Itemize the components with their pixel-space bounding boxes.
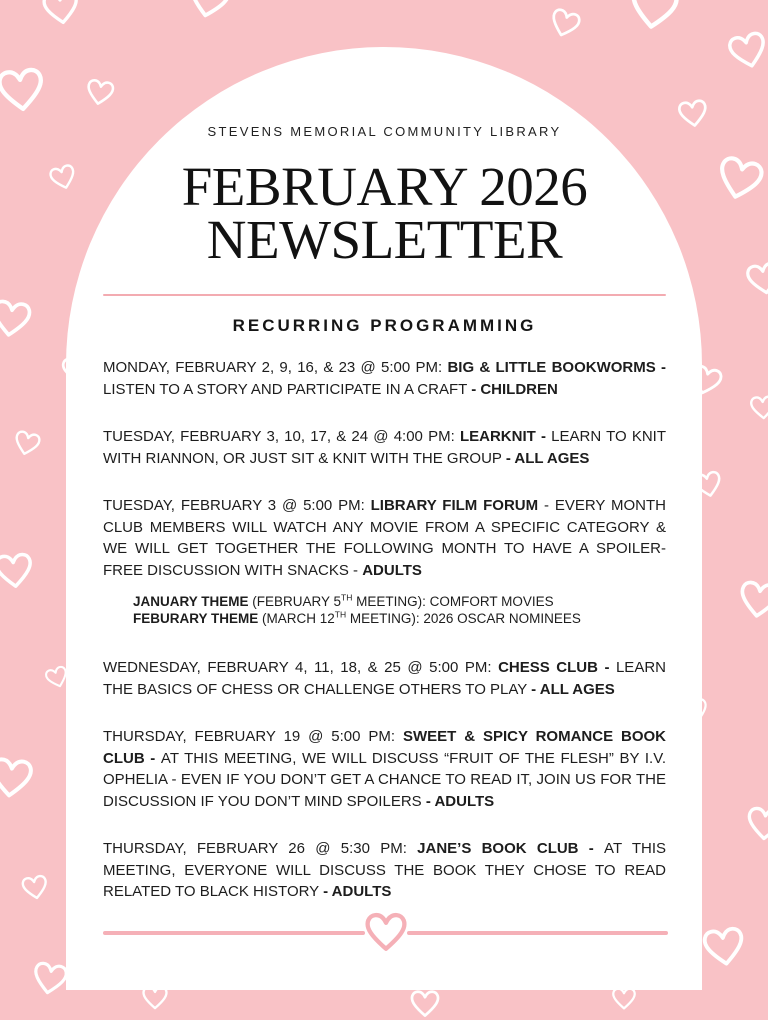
- heart-outline-icon: [622, 0, 685, 38]
- heart-outline-icon: [37, 0, 84, 31]
- event-text: MEETING): COMFORT MOVIES: [352, 594, 554, 609]
- heart-outline-icon: [18, 870, 53, 905]
- event-item: [103, 838, 666, 903]
- heart-outline-icon: [743, 801, 768, 846]
- event-text-bold: - ALL AGES: [531, 680, 615, 698]
- event-item: [103, 726, 666, 812]
- header-divider: [103, 294, 666, 296]
- heart-outline-icon: [181, 0, 238, 26]
- heart-outline-icon: [0, 750, 38, 805]
- heart-outline-icon: [408, 986, 442, 1020]
- event-text-bold: - CHILDREN: [471, 380, 558, 398]
- heart-outline-icon: [544, 2, 587, 45]
- heart-outline-icon: [721, 23, 768, 76]
- event-text: - EVERY MONTH CLUB MEMBERS WILL WATCH ANY MOVIE FROM A SPECIFIC CATEGORY & WE WILL GET TOGETHER THE FOLLOWING MONTH TO HAVE A SPOILER-FREE DISCUSSION WITH SNACKS -: [103, 497, 666, 579]
- event-text-bold: FEBURARY THEME: [133, 611, 263, 626]
- heart-outline-icon: [708, 146, 768, 209]
- library-name: STEVENS MEMORIAL COMMUNITY LIBRARY: [207, 124, 562, 139]
- event-text-bold: ADULTS: [362, 561, 422, 579]
- heart-outline-icon: [9, 425, 45, 461]
- event-text: THURSDAY, FEBRUARY 19 @ 5:00 PM:: [103, 728, 403, 745]
- event-text: TUESDAY, FEBRUARY 3 @ 5:00 PM:: [103, 497, 371, 514]
- theme-note-line: [133, 593, 666, 610]
- section-title: RECURRING PROGRAMMING: [232, 316, 537, 335]
- heart-outline-icon: [0, 59, 51, 118]
- heart-outline-icon: [747, 391, 768, 423]
- heart-outline-icon: [674, 94, 712, 132]
- event-text: THURSDAY, FEBRUARY 26 @ 5:30 PM:: [103, 840, 418, 857]
- divider-line-left: [103, 931, 365, 935]
- event-item: [103, 426, 666, 469]
- footer-heart-divider: [103, 907, 668, 959]
- event-text: LEARN TO KNIT WITH RIANNON, OR JUST SIT & KNIT WITH THE GROUP: [103, 428, 666, 467]
- event-text: (MARCH 12: [262, 611, 335, 626]
- event-text-bold: CHESS CLUB -: [498, 659, 616, 676]
- event-text-bold: JANE’S BOOK CLUB -: [417, 840, 605, 857]
- event-item: [103, 495, 666, 581]
- ordinal-superscript: TH: [334, 609, 347, 620]
- event-item: [103, 357, 666, 400]
- heart-outline-icon: [733, 573, 768, 625]
- heart-outline-icon: [0, 546, 38, 594]
- title-line-2: NEWSLETTER: [206, 209, 563, 270]
- heart-outline-icon: [0, 292, 37, 344]
- event-text: WEDNESDAY, FEBRUARY 4, 11, 18, & 25 @ 5:00 PM:: [103, 659, 499, 676]
- newsletter-title: [103, 156, 666, 270]
- events-list: [103, 357, 666, 903]
- divider-line-right: [407, 931, 669, 935]
- event-text-bold: BIG & LITTLE BOOKWORMS -: [447, 359, 666, 376]
- event-text-bold: LIBRARY FILM FORUM: [370, 497, 539, 514]
- event-item: [103, 657, 666, 700]
- event-text-bold: - ADULTS: [323, 883, 392, 900]
- title-line-1: FEBRUARY 2026: [181, 156, 588, 217]
- film-forum-theme-notes: [133, 593, 666, 627]
- event-text: AT THIS MEETING, WE WILL DISCUSS “FRUIT OF THE FLESH” BY I.V. OPHELIA - EVEN IF YOU DON’T GET A CHANCE TO READ IT, JOIN US FOR THE DISCUSSION IF YOU DON’T MIND SPOILERS: [103, 749, 666, 810]
- heart-outline-icon: [44, 158, 81, 195]
- event-text: LEARN THE BASICS OF CHESS OR CHALLENGE OTHERS TO PLAY: [103, 659, 666, 698]
- heart-outline-icon: [81, 73, 118, 110]
- event-text: (FEBRUARY 5: [252, 594, 342, 609]
- event-text: TUESDAY, FEBRUARY 3, 10, 17, & 24 @ 4:00 PM:: [103, 428, 460, 445]
- event-text-bold: JANUARY THEME: [133, 594, 253, 609]
- event-text: MEETING): 2026 OSCAR NOMINEES: [346, 611, 581, 626]
- ordinal-superscript: TH: [341, 592, 353, 603]
- event-text-bold: - ADULTS: [425, 792, 495, 810]
- event-text-bold: - ALL AGES: [505, 449, 590, 467]
- newsletter-card: [66, 47, 702, 990]
- event-text: LISTEN TO A STORY AND PARTICIPATE IN A CRAFT: [103, 380, 472, 398]
- event-text-bold: SWEET & SPICY ROMANCE BOOK CLUB -: [103, 728, 666, 767]
- theme-note-line: [133, 610, 666, 627]
- event-text: AT THIS MEETING, EVERYONE WILL DISCUSS THE BOOK THEY CHOSE TO READ RELATED TO BLACK HISTORY: [103, 840, 666, 900]
- heart-outline-icon: [741, 255, 768, 301]
- heart-outline-icon: [697, 919, 751, 973]
- event-text: MONDAY, FEBRUARY 2, 9, 16, & 23 @ 5:00 PM:: [103, 359, 448, 376]
- event-text-bold: LEARKNIT -: [459, 428, 552, 445]
- heart-divider-icon: [362, 905, 410, 957]
